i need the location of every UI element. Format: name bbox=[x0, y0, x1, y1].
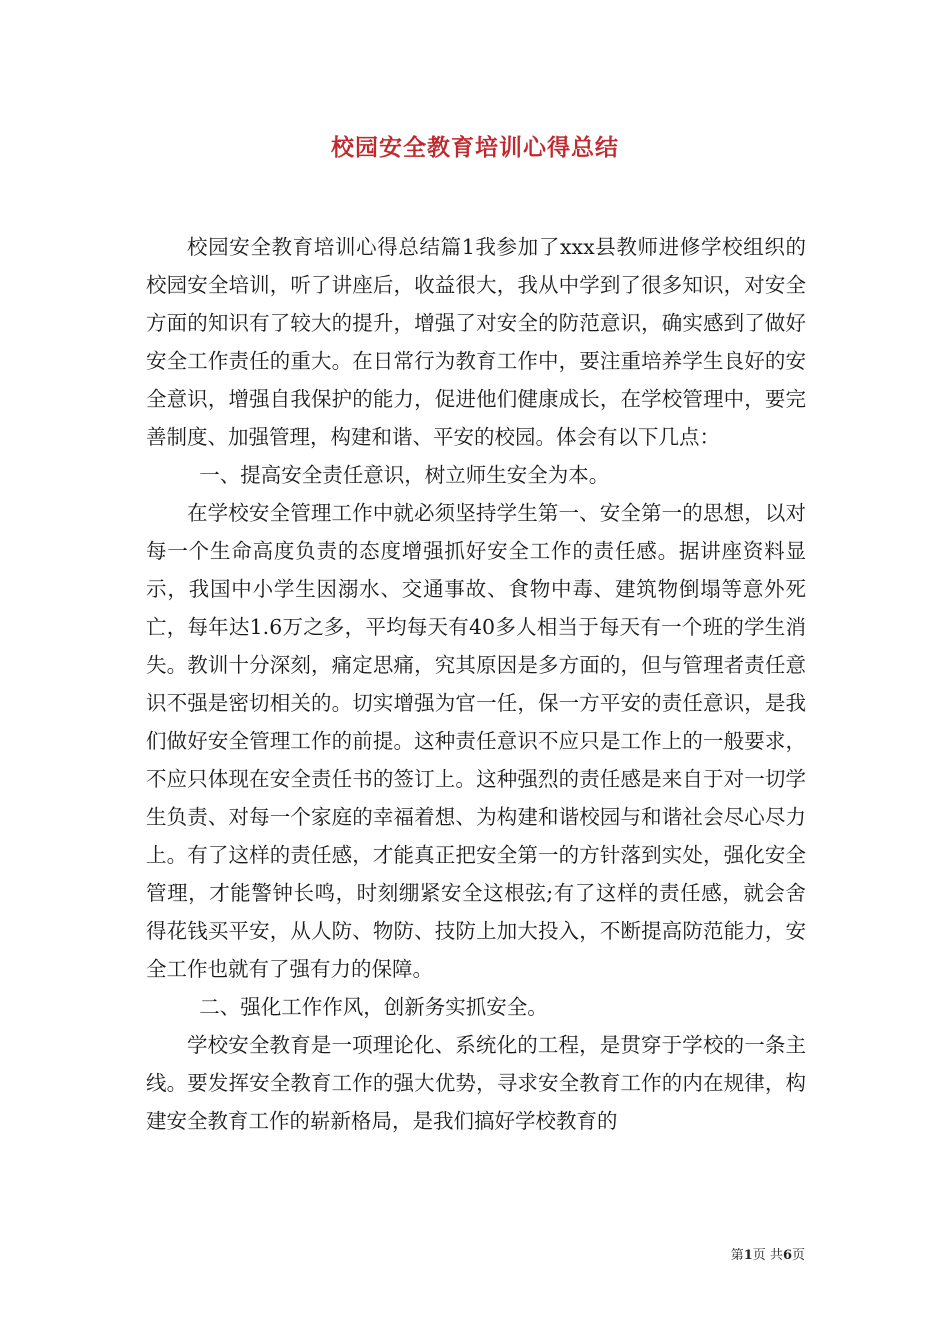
section-heading-2: 二、强化工作作风，创新务实抓安全。 bbox=[199, 995, 548, 1019]
paragraph-section-1: 在学校安全管理工作中就必须坚持学生第一、安全第一的思想，以对每一个生命高度负责的态度增强抓好安全工作的责任感。据讲座资料显示，我国中小学生因溺水、交通事故、食物中毒、建筑物倒塌等意外死亡，每年达1.6万之多，平均每天有40多人相当于每天有一个班的学生消失。教训十分深刻，痛定思痛，究其原因是多方面的，但与管理者责任意识不强是密切相关的。切实增强为官一任，保一方平安的责任意识，是我们做好安全管理工作的前提。这种责任意识不应只是工作上的一般要求，不应只体现在安全责任书的签订上。这种强烈的责任感是来自于对一切学生负责、对每一个家庭的幸福着想、为构建和谐校园与和谐社会尽心尽力上。有了这样的责任感，才能真正把安全第一的方针落到实处，强化安全管理，才能警钟长鸣，时刻绷紧安全这根弦;有了这样的责任感，就会舍得花钱买平安，从人防、物防、技防上加大投入，不断提高防范能力，安全工作也就有了强有力的保障。 bbox=[146, 501, 806, 981]
footer-prefix: 第 bbox=[730, 1248, 744, 1263]
page-footer bbox=[731, 1247, 805, 1265]
footer-suffix: 页 bbox=[791, 1248, 805, 1263]
paragraph-section-2: 学校安全教育是一项理论化、系统化的工程，是贯穿于学校的一条主线。要发挥安全教育工作的强大优势，寻求安全教育工作的内在规律，构建安全教育工作的崭新格局，是我们搞好学校教育的 bbox=[146, 1033, 806, 1133]
paragraph-intro: 校园安全教育培训心得总结篇1我参加了xxx县教师进修学校组织的校园安全培训，听了讲座后，收益很大，我从中学到了很多知识，对安全方面的知识有了较大的提升，增强了对安全的防范意识，确实感到了做好安全工作责任的重大。在日常行为教育工作中，要注重培养学生良好的安全意识，增强自我保护的能力，促进他们健康成长，在学校管理中，要完善制度、加强管理，构建和谐、平安的校园。体会有以下几点： bbox=[146, 235, 806, 449]
footer-middle: 页 共 bbox=[752, 1248, 783, 1263]
document-title: 校园安全教育培训心得总结 bbox=[331, 134, 619, 161]
document-body bbox=[146, 228, 806, 1140]
current-page-number: 1 bbox=[743, 1248, 753, 1263]
section-heading-1: 一、提高安全责任意识，树立师生安全为本。 bbox=[199, 463, 610, 487]
total-pages-number: 6 bbox=[782, 1248, 792, 1263]
